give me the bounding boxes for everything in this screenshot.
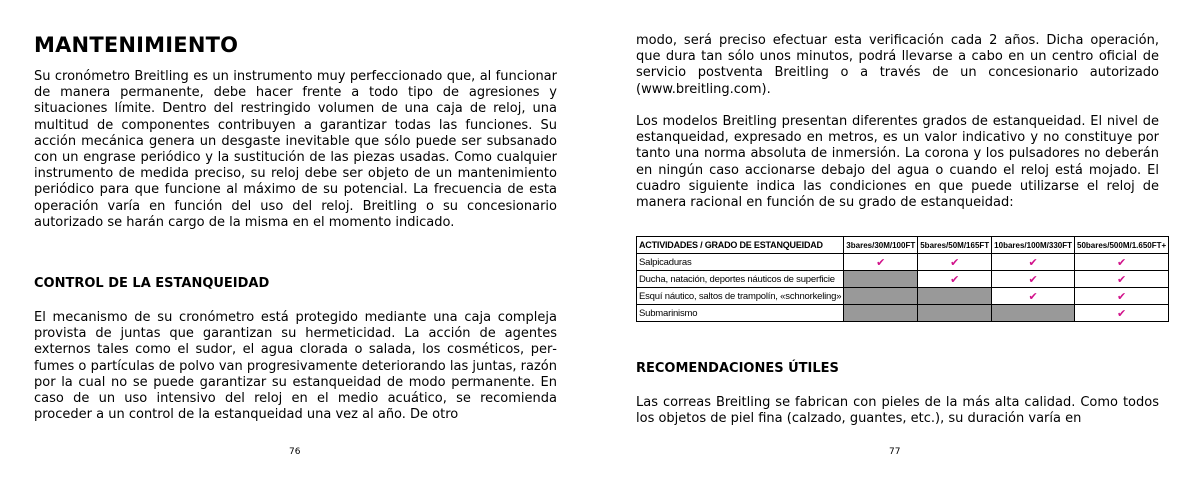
water-resistance-heading: CONTROL DE LA ESTANQUEIDAD bbox=[34, 276, 270, 291]
table-row bbox=[637, 288, 1169, 305]
check-icon: ✔ bbox=[992, 254, 1075, 271]
column-header: 3bares/30M/100FT bbox=[844, 237, 918, 254]
column-header: 50bares/500M/1.650FT+ bbox=[1075, 237, 1169, 254]
unsupported-cell bbox=[844, 271, 918, 288]
check-icon: ✔ bbox=[918, 271, 992, 288]
resistance-grades-paragraph: Los modelos Breitling presentan diferentes grados de estanqueidad. El nivel de estanqueidad, expresado en metros, es un valor indicativo y no constituye por tanto una norma absoluta de inmersión. La corona y los pulsadores no deberán en ningún caso accionarse debajo del agua o cuando el reloj está mojado. El cuadro siguiente indica las condiciones en que puede utilizarse el reloj de manera racional en función de su grado de estanqueidad: bbox=[636, 114, 1159, 211]
row-label: Submarinismo bbox=[637, 305, 844, 322]
check-icon: ✔ bbox=[992, 271, 1075, 288]
verification-paragraph: modo, será preciso efectuar esta verificación cada 2 años. Dicha operación, que dura tan sólo unos minutos, podrá llevarse a cabo en un centro oficial de servicio postventa Breitling o a través de un concesionario autorizado (www.breitling.com). bbox=[636, 33, 1159, 97]
page-number-left: 76 bbox=[289, 447, 301, 457]
check-icon: ✔ bbox=[1075, 288, 1169, 305]
check-icon: ✔ bbox=[1075, 305, 1169, 322]
table-row bbox=[637, 305, 1169, 322]
row-label: Salpicaduras bbox=[637, 254, 844, 271]
table-row bbox=[637, 271, 1169, 288]
unsupported-cell bbox=[992, 305, 1075, 322]
column-header: 10bares/100M/330FT bbox=[992, 237, 1075, 254]
right-page bbox=[636, 0, 1167, 482]
unsupported-cell bbox=[844, 305, 918, 322]
unsupported-cell bbox=[918, 305, 992, 322]
table-header-row bbox=[637, 237, 1169, 254]
check-icon: ✔ bbox=[1075, 271, 1169, 288]
check-icon: ✔ bbox=[918, 254, 992, 271]
check-icon: ✔ bbox=[992, 288, 1075, 305]
unsupported-cell bbox=[918, 288, 992, 305]
table-header-label: ACTIVIDADES / GRADO DE ESTANQUEIDAD bbox=[637, 237, 844, 254]
row-label: Ducha, natación, deportes náuticos de superficie bbox=[637, 271, 844, 288]
left-page bbox=[34, 0, 557, 482]
row-label: Esquí náutico, saltos de trampolín, «schnorkeling» bbox=[637, 288, 844, 305]
recommendations-heading: RECOMENDACIONES ÚTILES bbox=[636, 361, 839, 376]
check-icon: ✔ bbox=[844, 254, 918, 271]
check-icon: ✔ bbox=[1075, 254, 1169, 271]
maintenance-paragraph: Su cronómetro Breitling es un instrumento muy perfeccionado que, al funcionar de manera permanente, debe hacer frente a todo tipo de agresiones y situaciones límite. Dentro del restringido volumen de una caja de reloj, una multitud de componentes contribuyen a garantizar todas las funciones. Su acción mecánica genera un desgaste inevitable que sólo puede ser subsanado con un engrase periódico y la sustitución de las piezas usadas. Como cualquier instrumento de medida preciso, su reloj debe ser objeto de un mantenimiento periódico para que funcione al máximo de su potencial. La frecuencia de esta operación varía en función del uso del reloj. Breitling o su concesionario autorizado se harán cargo de la misma en el momento indicado. bbox=[34, 69, 557, 230]
straps-paragraph: Las correas Breitling se fabrican con pieles de la más alta calidad. Como todos los objetos de piel fina (calzado, guantes, etc.), su duración varía en bbox=[636, 395, 1159, 427]
unsupported-cell bbox=[844, 288, 918, 305]
page-number-right: 77 bbox=[889, 447, 901, 457]
table-row bbox=[637, 254, 1169, 271]
section-title: MANTENIMIENTO bbox=[34, 33, 239, 57]
water-resistance-table bbox=[636, 236, 1169, 322]
column-header: 5bares/50M/165FT bbox=[918, 237, 992, 254]
water-resistance-paragraph: El mecanismo de su cronómetro está protegido mediante una caja compleja provista de juntas que garantizan su hermeticidad. La acción de agentes externos tales como el sudor, el agua clorada o salada, los cosméticos, perfumes o partículas de polvo van progresivamente deteriorando las juntas, razón por la cual no se puede garantizar su estanqueidad de modo permanente. En caso de un uso intensivo del reloj en el medio acuático, se recomienda proceder a un control de la estanqueidad una vez al año. De otro bbox=[34, 310, 557, 423]
